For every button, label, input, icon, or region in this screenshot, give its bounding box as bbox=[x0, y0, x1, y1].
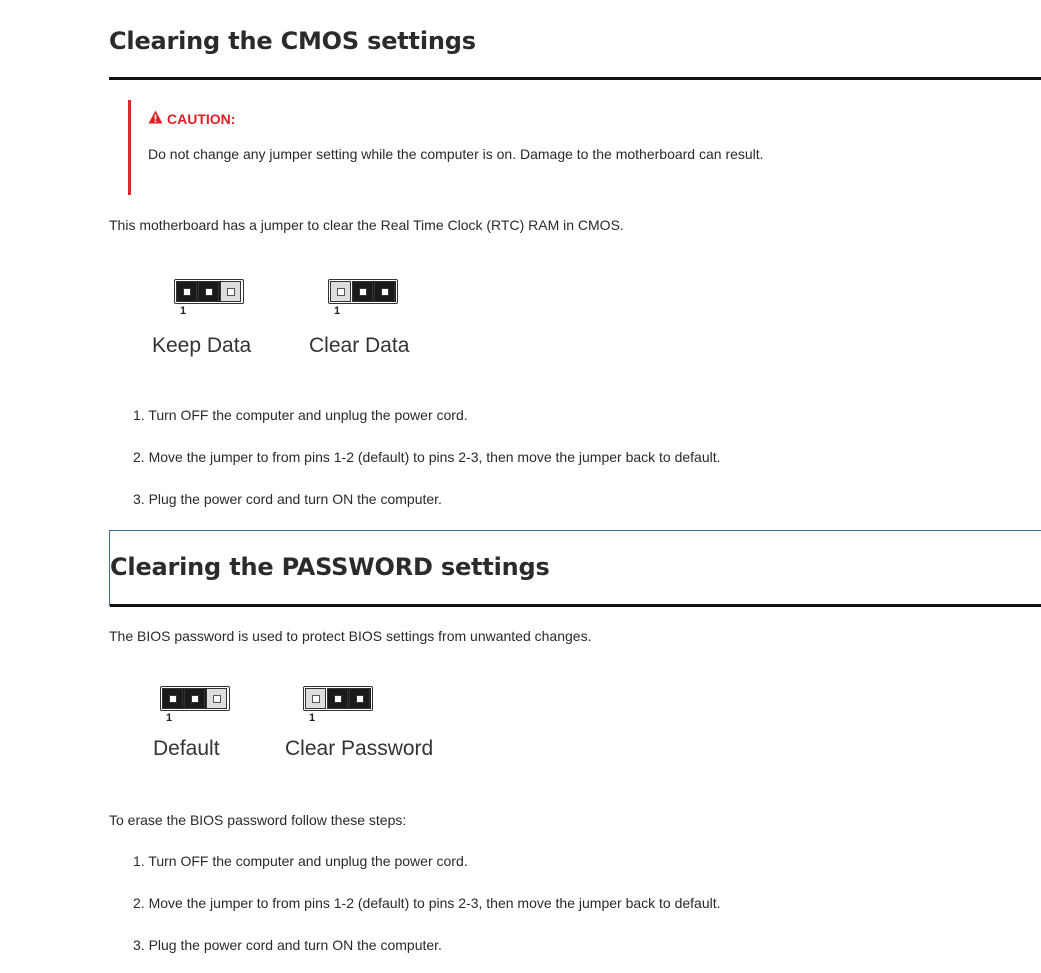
pin-2 bbox=[184, 688, 205, 709]
caution-heading bbox=[148, 110, 235, 127]
list-item: 3. Plug the power cord and turn ON the computer. bbox=[133, 491, 442, 507]
list-item: 1. Turn OFF the computer and unplug the power cord. bbox=[133, 853, 468, 869]
warning-triangle-icon bbox=[148, 110, 163, 127]
title-rule bbox=[109, 77, 1041, 80]
pin-1 bbox=[176, 281, 197, 302]
jumper-clear-data bbox=[328, 279, 398, 317]
pin-3 bbox=[374, 281, 395, 302]
jumper-default bbox=[160, 686, 230, 724]
caution-box bbox=[128, 100, 831, 195]
pin-1 bbox=[162, 688, 183, 709]
password-intro: The BIOS password is used to protect BIOS settings from unwanted changes. bbox=[109, 628, 592, 644]
pin-one-label: 1 bbox=[166, 712, 173, 724]
password-steps-intro: To erase the BIOS password follow these steps: bbox=[109, 812, 407, 828]
pin-1 bbox=[305, 688, 326, 709]
pin-1 bbox=[330, 281, 351, 302]
pin-2 bbox=[327, 688, 348, 709]
pin-3 bbox=[220, 281, 241, 302]
pin-3 bbox=[349, 688, 370, 709]
list-item: 2. Move the jumper to from pins 1-2 (default) to pins 2-3, then move the jumper back to default. bbox=[133, 895, 721, 911]
pin-2 bbox=[352, 281, 373, 302]
cmos-intro: This motherboard has a jumper to clear the Real Time Clock (RTC) RAM in CMOS. bbox=[109, 217, 624, 233]
jumper-label-clear-data: Clear Data bbox=[309, 334, 410, 357]
pin-2 bbox=[198, 281, 219, 302]
pin-one-label: 1 bbox=[180, 305, 187, 317]
pin-3 bbox=[206, 688, 227, 709]
list-item: 1. Turn OFF the computer and unplug the power cord. bbox=[133, 407, 468, 423]
cmos-section-title: Clearing the CMOS settings bbox=[109, 27, 476, 55]
jumper-clear-password bbox=[303, 686, 373, 724]
password-section-header bbox=[109, 530, 1041, 606]
pin-one-label: 1 bbox=[334, 305, 341, 317]
title-rule bbox=[110, 604, 1041, 607]
list-item: 3. Plug the power cord and turn ON the computer. bbox=[133, 937, 442, 953]
pin-one-label: 1 bbox=[309, 712, 316, 724]
jumper-label-clear-password: Clear Password bbox=[285, 737, 434, 760]
password-section-title: Clearing the PASSWORD settings bbox=[110, 553, 550, 581]
caution-text: Do not change any jumper setting while the computer is on. Damage to the motherboard can result. bbox=[148, 146, 764, 162]
jumper-label-default: Default bbox=[153, 737, 220, 760]
jumper-keep-data bbox=[174, 279, 244, 317]
jumper-label-keep-data: Keep Data bbox=[152, 334, 252, 357]
list-item: 2. Move the jumper to from pins 1-2 (default) to pins 2-3, then move the jumper back to default. bbox=[133, 449, 721, 465]
caution-label: CAUTION: bbox=[167, 110, 236, 127]
